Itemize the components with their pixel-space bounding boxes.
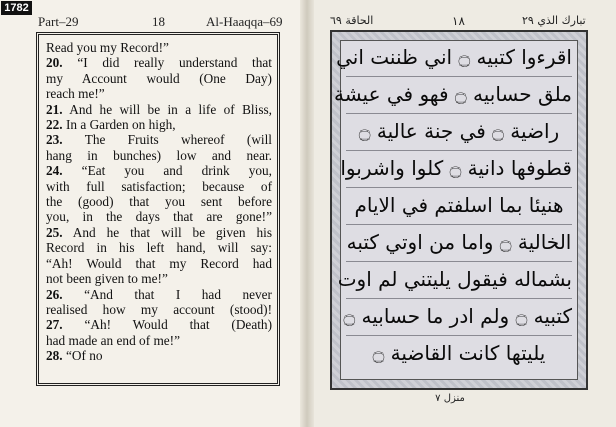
verse-text: “Ah! Would that (Death) [62,317,272,333]
verse-line [46,256,272,271]
verse-line [46,132,272,147]
manzil-footer: منزل ٧ [435,393,465,404]
line-divider [346,76,572,77]
verse-text: not been given to me!” [46,271,168,287]
verse-text: “Eat you and drink you, [62,163,272,179]
line-divider [346,298,572,299]
verse-number: 28. [46,348,63,364]
verse-number: 21. [46,101,63,117]
verse-line [46,71,272,86]
verse-line [46,86,272,101]
verse-line [46,163,272,178]
verse-text: “Ah! Would that my Record had [46,255,272,271]
verse-number: 25. [46,224,63,240]
verse-line [46,55,272,70]
arabic-verse-line: كتبيه ۝ ولم ادر ما حسابيه ۝ [343,304,572,328]
verse-text: hang in bunches) low and near. [46,147,272,163]
line-divider [346,224,572,225]
line-divider [346,187,572,188]
arabic-verse-line: هنيئا بما اسلفتم في الايام [354,193,564,217]
verse-text: reach me!” [46,86,105,102]
verse-text: realised how my account (stood)! [46,301,272,317]
verse-line [46,40,272,55]
translation-text [46,40,272,364]
verse-text: And he that will be given his [62,224,272,240]
verse-line [46,302,272,317]
verse-text: had made an end of me!” [46,332,181,348]
verse-line [46,117,272,132]
verse-text: the (good) that you sent before [46,194,272,210]
verse-line [46,194,272,209]
right-surah-label: الحاقة ٦٩ [330,14,374,27]
scan-number-badge: 1782 [1,1,32,15]
line-divider [346,261,572,262]
verse-number: 27. [46,317,63,333]
verse-number: 26. [46,286,63,302]
line-divider [346,113,572,114]
left-part-label: Part–29 [38,14,79,29]
verse-line [46,209,272,224]
verse-line [46,271,272,286]
arabic-verse-line: ملق حسابيه ۝ فهو في عيشة [333,82,572,106]
right-page-number: ١٨ [452,14,465,28]
verse-line [46,240,272,255]
verse-number: 22. [46,117,63,133]
verse-line [46,287,272,302]
arabic-verse-line: يليتها كانت القاضية ۝ [372,341,546,365]
verse-line [46,333,272,348]
line-divider [346,150,572,151]
verse-line [46,148,272,163]
verse-text: “Of no [62,348,103,364]
verse-text: “I did really understand that [62,55,272,71]
left-surah-label: Al-Haaqqa–69 [206,14,283,29]
verse-text: The Fruits whereof (will [62,132,272,148]
verse-number: 20. [46,55,63,71]
arabic-verse-line: بشماله فيقول يليتني لم اوت [337,267,572,291]
verse-text: with full satisfaction; because of [46,178,272,194]
verse-number: 24. [46,163,63,179]
book-gutter [300,0,314,427]
arabic-verse-line: قطوفها دانية ۝ كلوا واشربوا [340,156,572,180]
verse-text: my Account would (One Day) [46,70,272,86]
arabic-verse-line: اقرءوا كتبيه ۝ اني ظننت اني [336,45,572,69]
right-part-label: تبارك الذي ٢٩ [522,14,586,27]
verse-text: And he will be in a life of Bliss, [62,101,272,117]
left-page-number: 18 [152,14,165,29]
verse-number: 23. [46,132,63,148]
verse-text: you, in the days that are gone!” [46,209,272,225]
verse-line [46,225,272,240]
verse-text: In a Garden on high, [62,117,176,133]
line-divider [346,335,572,336]
verse-line [46,348,272,363]
verse-line [46,317,272,332]
verse-text: Read you my Record!” [46,40,169,55]
verse-text: “And that I had never [62,286,272,302]
arabic-verse-line: الخالية ۝ واما من اوتي كتبه [346,230,572,254]
verse-text: Record in his left hand, will say: [46,240,272,256]
arabic-verse-line: راضية ۝ في جنة عالية ۝ [358,119,560,143]
verse-line [46,102,272,117]
verse-line [46,179,272,194]
